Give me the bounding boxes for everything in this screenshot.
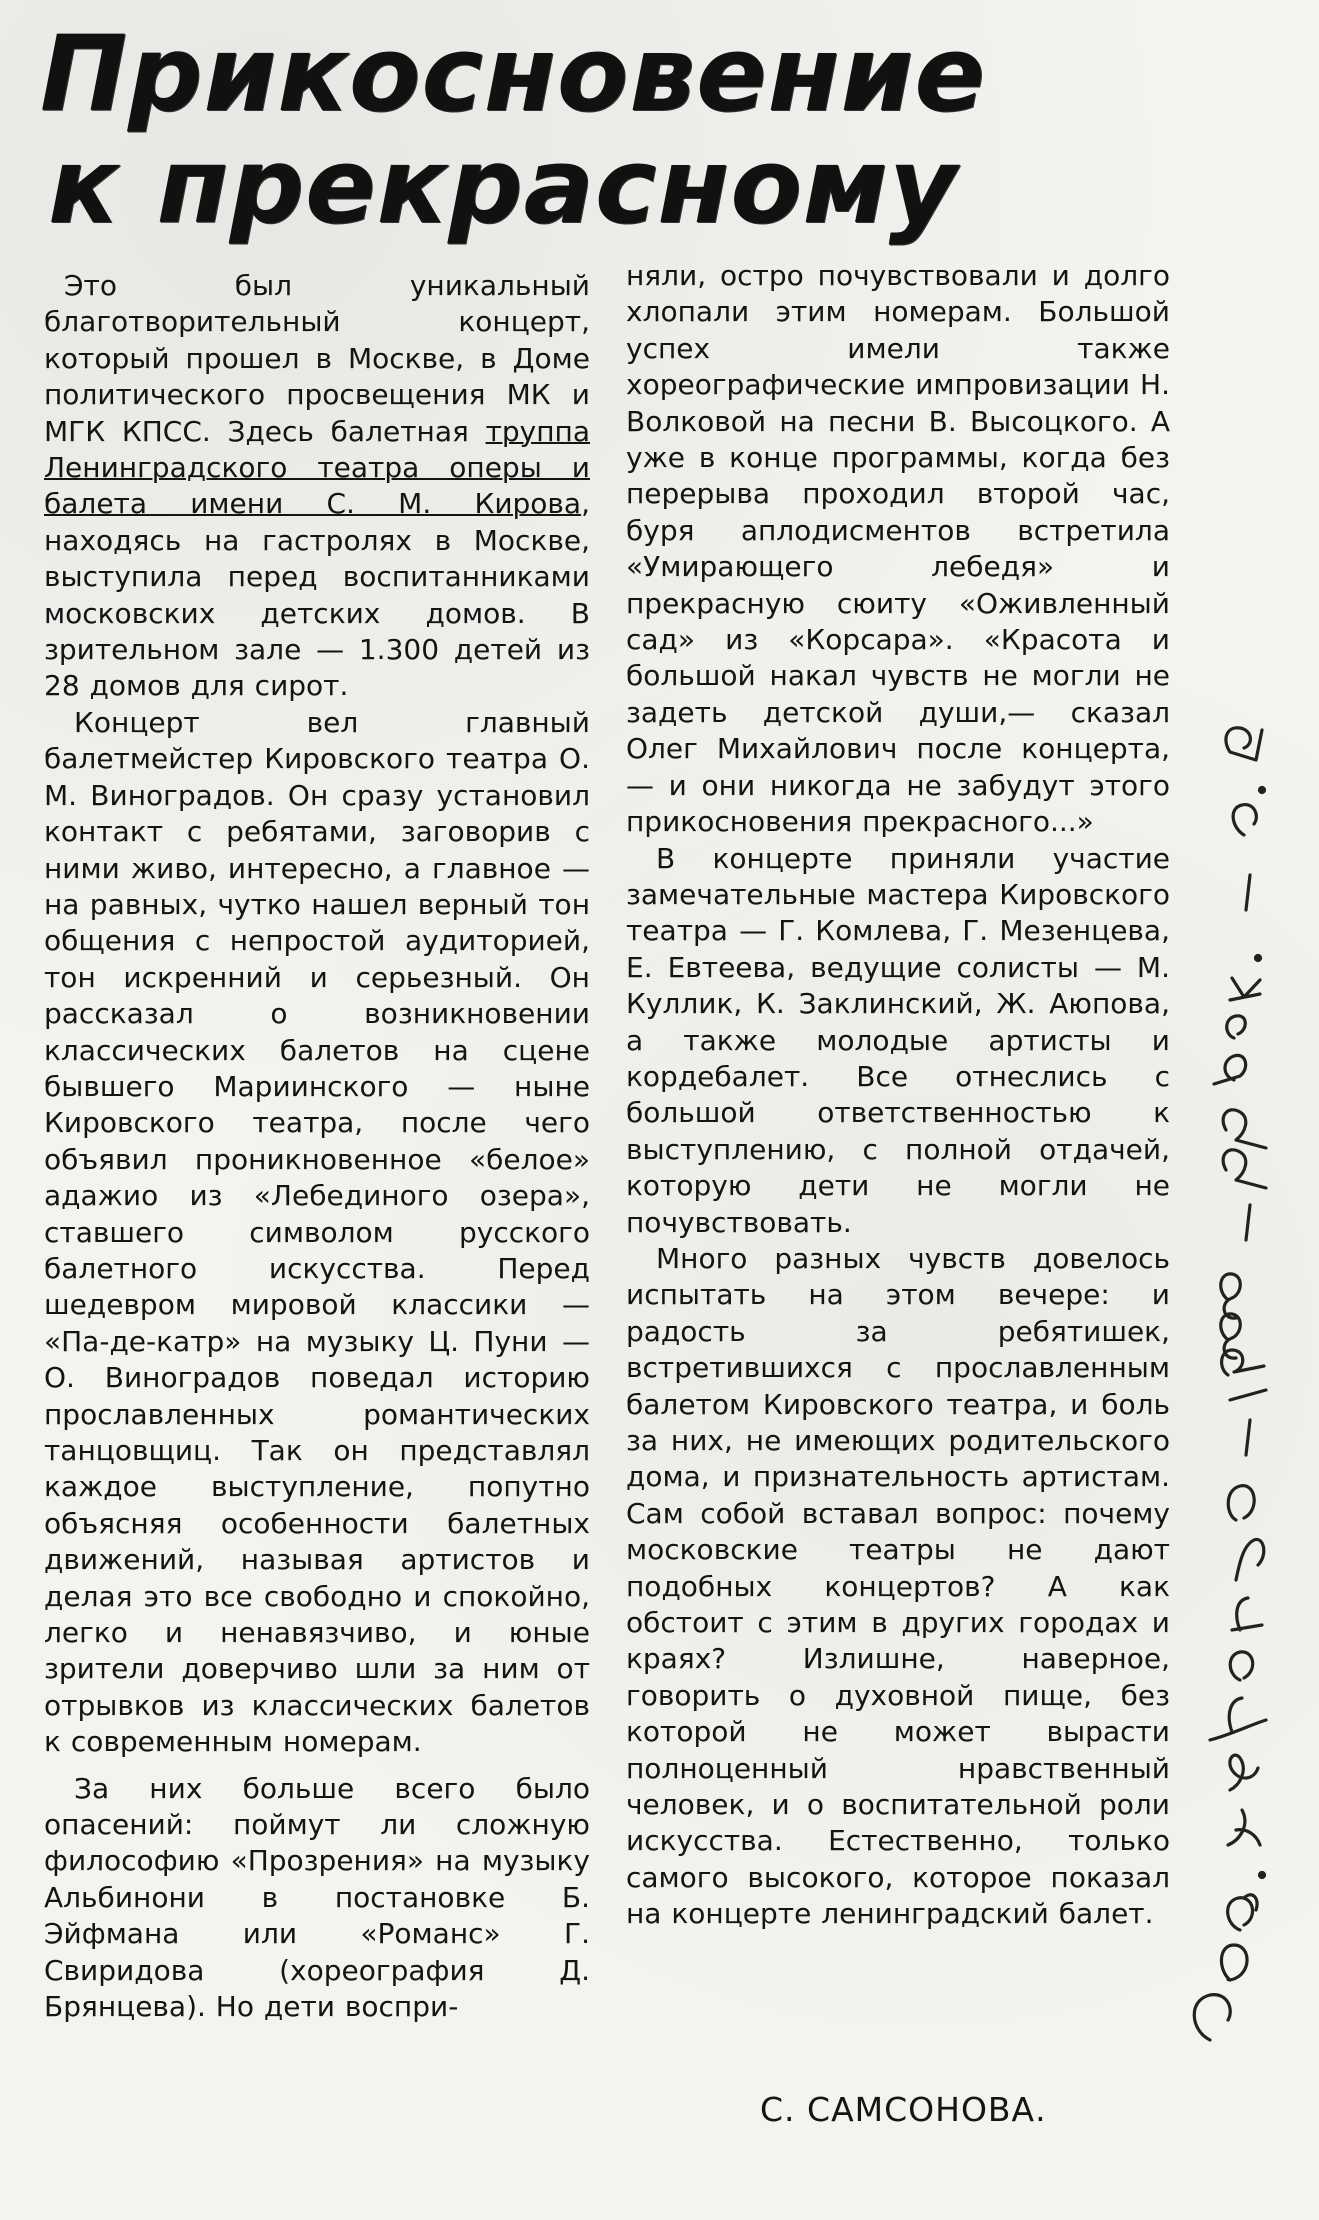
right-paragraph-3: Много разных чувств довелось испытать на этом вечере: и радость за ребятишек, встретившихся с прославленным балетом Кировского театра, и боль за них, не имеющих родительского дома, и признательность артистам. Сам собой вставал вопрос: почему московские театры не дают подобных концертов? А как обстоит с этим в других городах и краях? Излишне, наверное, говорить о духовной пище, без которой не может вырасти полноценный нравственный человек, и о воспитательной роли искусства. Естественно, только самого высокого, которое показал на концерте ленинградский балет. <box>626 1241 1170 1931</box>
right-column <box>626 258 1170 1933</box>
left-column <box>44 268 590 2026</box>
article-author: С. САМСОНОВА. <box>760 2090 1047 2129</box>
left-paragraph-1-start: Это был уникальный благотворительный концерт, который прошел в Москве, в Доме политического просвещения МК и МГК КПСС. Здесь балетная <box>44 269 590 448</box>
left-paragraph-1-end: , находясь на гастролях в Москве, выступила перед воспитанниками московских детских домов. В зрительном зале — 1.300 детей из 28 домов для сирот. <box>44 487 590 703</box>
article-title-line-2: к прекрасному <box>48 125 958 247</box>
right-paragraph-1: няли, остро почувствовали и долго хлопали этим номерам. Большой успех имели также хореографические импровизации Н. Волковой на песни В. Высоцкого. А уже в конце программы, когда без перерыва проходил второй час, буря аплодисментов встретила «Умирающего лебедя» и прекрасную сюиту «Оживленный сад» из «Корсара». «Красота и большой накал чувств не могли не задеть детской души,— сказал Олег Михайлович после концерта,— и они никогда не забудут этого прикосновения прекрасного...» <box>626 259 1170 839</box>
article-title-line-1: Прикосновение <box>40 13 986 135</box>
left-paragraph-1 <box>44 268 590 705</box>
right-paragraph-2: В концерте приняли участие замечательные мастера Кировского театра — Г. Комлева, Г. Мезенцева, Е. Евтеева, ведущие солисты — М. Куллик, К. Заклинский, Ж. Аюпова, а также молодые артисты и кордебалет. Все отнеслись с большой ответственностью к выступлению, с полной отдачей, которую дети не могли не почувствовать. <box>626 841 1170 1239</box>
left-paragraph-3: За них больше всего было опасений: поймут ли сложную философию «Прозрения» на музыку Альбинони в постановке Б. Эйфмана или «Романс» Г. Свиридова (хореография Д. Брянцева). Но дети воспри- <box>44 1771 590 2024</box>
handwritten-note-image <box>1170 640 1310 2060</box>
left-paragraph-2: Концерт вел главный балетмейстер Кировского театра О. М. Виноградов. Он сразу установил контакт с ребятами, заговорив с ними живо, интересно, а главное — на равных, чутко нашел верный тон общения с непростой аудиторией, тон искренний и серьезный. Он рассказал о возникновении классических балетов на сцене бывшего Мариинского — ныне Кировского театра, после чего объявил проникновенное «белое» адажио из «Лебединого озера», ставшего символом русского балетного искусства. Перед шедевром мировой классики — «Па-де-катр» на музыку Ц. Пуни — О. Виноградов поведал историю прославленных романтических танцовщиц. Так он представлял каждое выступление, попутно объясняя особенности балетных движений, называя артистов и делая это все свободно и спокойно, легко и ненавязчиво, и юные зрители доверчиво шли за ним от отрывков из классических балетов к современным номерам. <box>44 705 590 1759</box>
left-paragraph-1-underlined: труппа Ленинградского театра оперы и балета имени С. М. Кирова <box>44 414 590 521</box>
article-title <box>40 13 1000 247</box>
